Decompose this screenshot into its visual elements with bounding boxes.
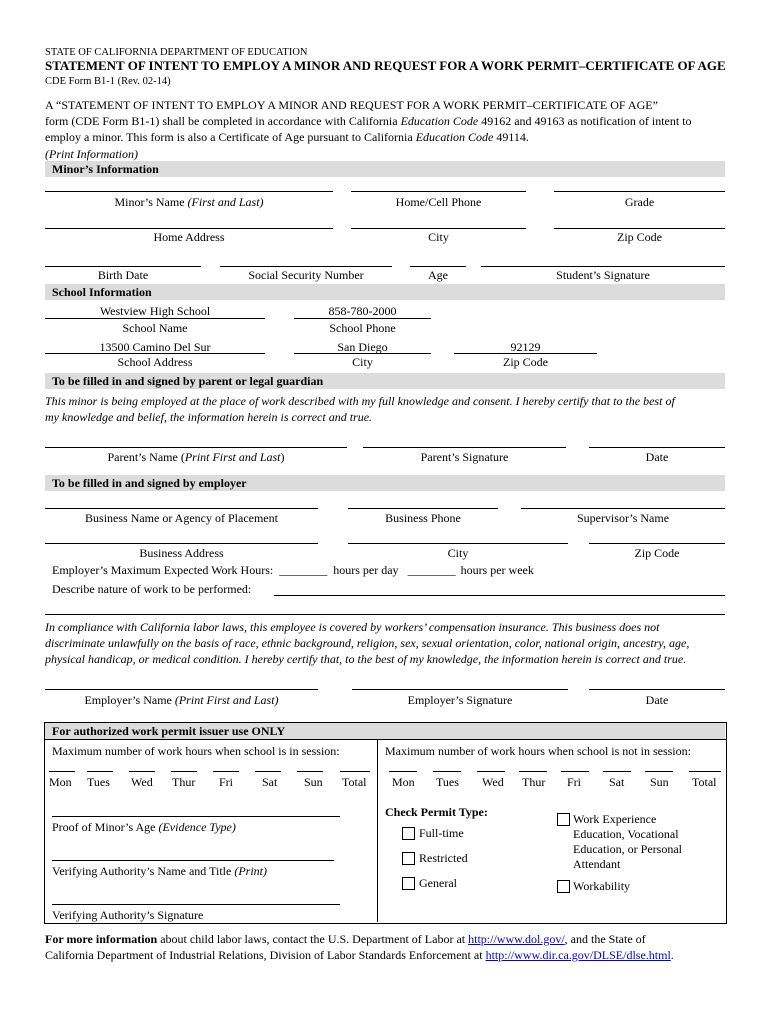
print-info-note: (Print Information) — [45, 147, 138, 161]
business-phone-field[interactable] — [348, 508, 498, 509]
business-address-field[interactable] — [45, 543, 318, 544]
day-label: Mon — [392, 775, 415, 789]
employer-heading: To be filled in and signed by employer — [45, 475, 725, 491]
permit-work-experience-checkbox[interactable] — [557, 813, 570, 826]
day-label: Wed — [131, 775, 153, 789]
intro-line-2: form (CDE Form B1-1) shall be completed in accordance with California Education Code 49162 and 49163 as notification of intent to — [45, 114, 692, 128]
minor-birthdate-field[interactable] — [45, 266, 201, 267]
employer-signature-label: Employer’s Signature — [407, 693, 513, 707]
hours-in-mon-field[interactable] — [49, 771, 75, 772]
permit-restricted-checkbox[interactable] — [402, 852, 415, 865]
business-address-label: Business Address — [139, 546, 224, 560]
form-id: CDE Form B1-1 (Rev. 02-14) — [45, 76, 171, 87]
minor-city-label: City — [428, 230, 449, 244]
parent-date-label: Date — [645, 450, 669, 464]
footer-info: For more information about child labor laws, contact the U.S. Department of Labor at http://www.dol.gov/, and the State of California Department of Industrial Relations, Division of Labor Standards Enforcement at http://www.dir.ca.gov/DLSE/dlse.html. — [45, 932, 674, 962]
intro-line-3: employ a minor. This form is also a Certificate of Age pursuant to California Education Code 49114. — [45, 130, 529, 144]
business-name-label: Business Name or Agency of Placement — [85, 511, 278, 525]
employer-name-label: Employer’s Name (Print First and Last) — [84, 693, 279, 707]
work-hours-label: Employer’s Maximum Expected Work Hours: — [52, 563, 274, 577]
student-signature-field[interactable] — [481, 266, 725, 267]
permit-workability-checkbox[interactable] — [557, 880, 570, 893]
day-label: Fri — [567, 775, 582, 789]
in-session-label: Maximum number of work hours when school is in session: — [52, 744, 340, 758]
school-city-value[interactable]: San Diego — [337, 340, 388, 354]
school-phone-field — [294, 318, 431, 319]
employer-date-field[interactable] — [589, 689, 725, 690]
minor-city-field[interactable] — [351, 228, 526, 229]
school-city-field — [294, 353, 431, 354]
hours-out-wed-field[interactable] — [477, 771, 505, 772]
hours-in-fri-field[interactable] — [213, 771, 239, 772]
minor-info-heading: Minor’s Information — [45, 161, 725, 177]
authority-signature-label: Verifying Authority’s Signature — [52, 908, 204, 922]
day-label: Fri — [219, 775, 234, 789]
parent-heading: To be filled in and signed by parent or legal guardian — [45, 373, 725, 389]
authority-signature-field[interactable] — [52, 904, 340, 905]
minor-age-label: Age — [428, 268, 448, 282]
hours-out-sat-field[interactable] — [603, 771, 631, 772]
permit-fulltime-label: Full-time — [419, 826, 464, 840]
permit-restricted-label: Restricted — [419, 851, 468, 865]
day-label: Tues — [87, 775, 110, 789]
supervisor-name-field[interactable] — [521, 508, 725, 509]
permit-fulltime-checkbox[interactable] — [402, 827, 415, 840]
business-phone-label: Business Phone — [385, 511, 461, 525]
proof-of-age-label: Proof of Minor’s Age (Evidence Type) — [52, 820, 236, 834]
hours-out-mon-field[interactable] — [389, 771, 417, 772]
school-address-value[interactable]: 13500 Camino Del Sur — [99, 340, 211, 354]
day-label: Total — [342, 775, 367, 789]
authority-name-field[interactable] — [52, 860, 334, 861]
minor-age-field[interactable] — [410, 266, 466, 267]
nature-of-work-field[interactable] — [274, 595, 725, 596]
day-label: Total — [692, 775, 717, 789]
permit-workability-label: Workability — [573, 879, 631, 893]
hours-out-total-field[interactable] — [689, 771, 721, 772]
issuer-heading: For authorized work permit issuer use ONLY — [45, 723, 725, 739]
minor-zip-label: Zip Code — [617, 230, 662, 244]
day-label: Sun — [304, 775, 323, 789]
business-zip-label: Zip Code — [634, 546, 680, 560]
parent-name-field[interactable] — [45, 447, 347, 448]
hours-in-sun-field[interactable] — [297, 771, 323, 772]
hours-out-fri-field[interactable] — [561, 771, 589, 772]
dlse-link[interactable]: http://www.dir.ca.gov/DLSE/dlse.html — [485, 948, 671, 962]
day-label: Thur — [522, 775, 546, 789]
form-title: STATEMENT OF INTENT TO EMPLOY A MINOR AND REQUEST FOR A WORK PERMIT–CERTIFICATE OF AGE — [45, 58, 726, 73]
hours-out-thu-field[interactable] — [519, 771, 547, 772]
not-in-session-label: Maximum number of work hours when school is not in session: — [385, 744, 691, 758]
minor-phone-label: Home/Cell Phone — [395, 195, 482, 209]
intro-paragraph — [45, 97, 735, 145]
hours-per-day-label: hours per day — [333, 563, 399, 577]
minor-birthdate-label: Birth Date — [97, 268, 149, 282]
nature-of-work-label: Describe nature of work to be performed: — [52, 582, 252, 596]
proof-of-age-field[interactable] — [52, 816, 340, 817]
hours-in-tue-field[interactable] — [87, 771, 113, 772]
minor-ssn-field[interactable] — [220, 266, 392, 267]
school-name-field — [45, 318, 265, 319]
employer-date-label: Date — [645, 693, 669, 707]
school-name-label: School Name — [122, 321, 188, 335]
minor-ssn-label: Social Security Number — [248, 268, 364, 282]
day-label: Sat — [609, 775, 625, 789]
minor-zip-field[interactable] — [554, 228, 725, 229]
school-zip-value[interactable]: 92129 — [510, 340, 541, 354]
hours-per-week-label: hours per week — [460, 563, 534, 577]
minor-grade-label: Grade — [624, 195, 655, 209]
minor-grade-field[interactable] — [554, 191, 725, 192]
school-info-heading: School Information — [45, 284, 725, 300]
parent-statement: This minor is being employed at the place of work described with my full knowledge and consent. I hereby certify that to the best of my knowledge and belief, the information herein is correct and true. — [45, 394, 675, 424]
business-name-field[interactable] — [45, 508, 318, 509]
hours-per-week-field[interactable]: ________ — [407, 563, 456, 577]
school-zip-label: Zip Code — [503, 355, 548, 369]
nature-of-work-field-2[interactable] — [45, 614, 725, 615]
authority-name-label: Verifying Authority’s Name and Title (Print) — [52, 864, 267, 878]
school-city-label: City — [352, 355, 373, 369]
intro-line-1: A “STATEMENT OF INTENT TO EMPLOY A MINOR AND REQUEST FOR A WORK PERMIT–CERTIFICATE OF AGE” — [45, 98, 658, 112]
day-label: Sun — [650, 775, 669, 789]
department-name: STATE OF CALIFORNIA DEPARTMENT OF EDUCATION — [45, 47, 308, 58]
school-phone-label: School Phone — [329, 321, 396, 335]
check-permit-type-label: Check Permit Type: — [385, 805, 488, 819]
minor-name-label: Minor’s Name (First and Last) — [114, 195, 264, 209]
student-signature-label: Student’s Signature — [556, 268, 650, 282]
footer-lead: For more information — [45, 932, 158, 946]
hours-in-total-field[interactable] — [340, 771, 370, 772]
minor-address-field[interactable] — [45, 228, 333, 229]
minor-address-label: Home Address — [153, 230, 225, 244]
minor-name-field[interactable] — [45, 191, 333, 192]
day-label: Sat — [262, 775, 278, 789]
school-zip-field — [454, 353, 597, 354]
permit-general-label: General — [419, 876, 457, 890]
school-address-label: School Address — [117, 355, 193, 369]
employer-name-field[interactable] — [45, 689, 318, 690]
school-name-value[interactable]: Westview High School — [99, 304, 211, 318]
day-label: Wed — [482, 775, 504, 789]
school-address-field — [45, 353, 265, 354]
hours-per-day-field[interactable]: ________ — [279, 563, 328, 577]
hours-out-sun-field[interactable] — [645, 771, 673, 772]
business-city-field[interactable] — [348, 543, 568, 544]
business-city-label: City — [447, 546, 469, 560]
compliance-statement: In compliance with California labor laws, this employee is covered by workers’ compensation insurance. This business does not discriminate unlawfully on the basis of race, ethnic background, religion, sex, sexual orientation, color, national origin, ancestry, age, physical handicap, or medical condition. I hereby certify that, to the best of my knowledge, the information herein is correct and true. — [45, 620, 690, 666]
hours-out-tue-field[interactable] — [433, 771, 461, 772]
permit-work-experience-label: Work Experience Education, Vocational Education, or Personal Attendant — [573, 812, 682, 871]
work-hours-row — [52, 563, 534, 577]
school-phone-value[interactable]: 858-780-2000 — [328, 304, 397, 318]
hours-in-sat-field[interactable] — [255, 771, 281, 772]
issuer-heading-divider — [44, 739, 726, 740]
business-zip-field[interactable] — [589, 543, 725, 544]
day-label: Mon — [49, 775, 72, 789]
employer-signature-field[interactable] — [352, 689, 568, 690]
hours-in-wed-field[interactable] — [129, 771, 155, 772]
parent-signature-field[interactable] — [363, 447, 566, 448]
parent-name-label: Parent’s Name (Print First and Last) — [107, 450, 285, 464]
hours-in-thu-field[interactable] — [171, 771, 197, 772]
permit-general-checkbox[interactable] — [402, 877, 415, 890]
dol-link[interactable]: http://www.dol.gov/ — [468, 932, 565, 946]
day-label: Tues — [436, 775, 459, 789]
supervisor-name-label: Supervisor’s Name — [576, 511, 670, 525]
parent-date-field[interactable] — [589, 447, 725, 448]
minor-phone-field[interactable] — [351, 191, 526, 192]
day-label: Thur — [172, 775, 196, 789]
parent-signature-label: Parent’s Signature — [420, 450, 509, 464]
issuer-column-divider — [377, 739, 378, 922]
